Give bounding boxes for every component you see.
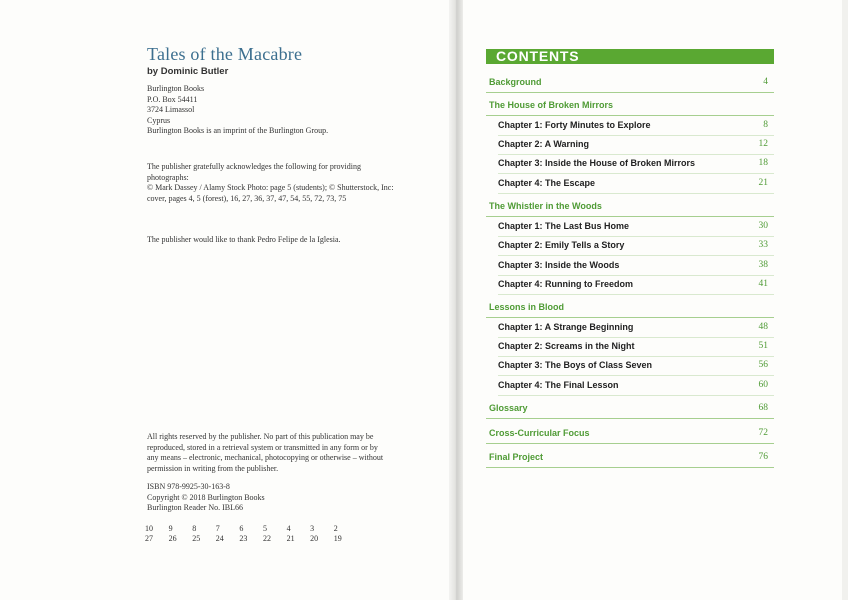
- toc-section-final-project[interactable]: [486, 450, 774, 468]
- toc-section-background[interactable]: [486, 75, 774, 93]
- book-title: Tales of the Macabre: [147, 44, 303, 64]
- print-number: 5: [262, 524, 267, 533]
- toc-page: 12: [758, 139, 768, 149]
- print-number: 19: [333, 534, 342, 543]
- toc-rule: [486, 467, 774, 468]
- toc-page: 56: [758, 360, 768, 370]
- print-number: 2: [333, 524, 338, 533]
- print-number: 10: [145, 524, 153, 533]
- print-number: 8: [192, 524, 197, 533]
- toc-chapter-row[interactable]: [486, 176, 774, 194]
- toc-title: Chapter 1: A Strange Beginning: [498, 322, 634, 332]
- author: by Dominic Butler: [147, 66, 229, 77]
- toc-title: Chapter 3: The Boys of Class Seven: [498, 360, 653, 370]
- toc-page: 48: [758, 322, 768, 332]
- toc-chapter-row[interactable]: [486, 320, 774, 338]
- toc-title: Chapter 2: Screams in the Night: [498, 341, 635, 351]
- rights-line: reproduced, stored in a retrieval system or transmitted in any form or by: [147, 442, 378, 452]
- toc-rule: [498, 337, 774, 338]
- ack-line: photographs:: [147, 172, 189, 182]
- toc-chapter-row[interactable]: [486, 339, 774, 357]
- toc-title: Chapter 2: Emily Tells a Story: [498, 240, 625, 250]
- print-number: 9: [168, 524, 173, 533]
- print-number: 22: [262, 534, 271, 543]
- toc-rule: [486, 216, 774, 217]
- toc-page: 60: [758, 380, 768, 390]
- address-line: 3724 Limassol: [147, 105, 195, 115]
- address-line: Burlington Books: [147, 84, 205, 93]
- toc-rule: [486, 418, 774, 419]
- toc-title: Background: [489, 77, 542, 87]
- address-line: Burlington Books is an imprint of the Burlington Group.: [147, 126, 329, 136]
- print-numbers-row: [145, 534, 357, 543]
- print-numbers-row: [145, 524, 357, 533]
- toc-page: 33: [758, 240, 768, 250]
- toc-page: 41: [758, 279, 768, 289]
- contents-heading-bar: [486, 49, 774, 64]
- toc-title: The House of Broken Mirrors: [489, 100, 614, 110]
- toc-page: 76: [758, 452, 768, 462]
- reader-number-line: Burlington Reader No. IBL66: [147, 503, 243, 513]
- address-line: Cyprus: [147, 115, 171, 125]
- toc-rule: [486, 443, 774, 444]
- toc-title: Chapter 1: Forty Minutes to Explore: [498, 120, 651, 130]
- toc-page: 51: [758, 341, 768, 351]
- print-number: 20: [310, 534, 319, 543]
- toc-section-lessons-in-blood[interactable]: [486, 300, 774, 318]
- isbn-line: ISBN 978-9925-30-163-8: [147, 482, 230, 491]
- toc-rule: [498, 275, 774, 276]
- toc-title: Chapter 1: The Last Bus Home: [498, 221, 630, 231]
- toc-rule: [486, 92, 774, 93]
- ack-line: The publisher gratefully acknowledges the following for providing: [147, 162, 361, 171]
- toc-rule: [498, 154, 774, 155]
- toc-chapter-row[interactable]: [486, 258, 774, 276]
- toc-rule: [498, 294, 774, 295]
- toc-section-house-of-broken-mirrors[interactable]: [486, 98, 774, 116]
- toc-rule: [486, 317, 774, 318]
- toc-title: Chapter 4: The Escape: [498, 178, 596, 188]
- toc-title: Cross-Curricular Focus: [489, 428, 590, 438]
- toc-section-glossary[interactable]: [486, 401, 774, 419]
- toc-title: Chapter 3: Inside the House of Broken Mirrors: [498, 158, 696, 168]
- toc-rule: [498, 236, 774, 237]
- toc-chapter-row[interactable]: [486, 219, 774, 237]
- toc-title: Final Project: [489, 452, 544, 462]
- print-number: 24: [215, 534, 224, 543]
- print-number: 4: [286, 524, 291, 533]
- copyright-line: Copyright © 2018 Burlington Books: [147, 492, 265, 502]
- thanks-note: The publisher would like to thank Pedro Felipe de la Iglesia.: [147, 235, 341, 244]
- toc-chapter-row[interactable]: [486, 118, 774, 136]
- toc-page: 8: [763, 120, 768, 130]
- toc-chapter-row[interactable]: [486, 378, 774, 396]
- toc-title: Chapter 4: Running to Freedom: [498, 279, 633, 289]
- ack-line: cover, pages 4, 5 (forest), 16, 27, 36, 37, 47, 54, 55, 72, 73, 75: [147, 193, 347, 203]
- toc-title: Chapter 2: A Warning: [498, 139, 590, 149]
- toc-page: 72: [758, 428, 768, 438]
- toc-rule: [486, 115, 774, 116]
- print-number: 3: [310, 524, 315, 533]
- toc-page: 4: [763, 77, 768, 87]
- print-number: 21: [286, 534, 295, 543]
- toc-title: Chapter 4: The Final Lesson: [498, 380, 619, 390]
- print-number: 7: [215, 524, 220, 533]
- print-number: 25: [192, 534, 201, 543]
- contents-heading: CONTENTS: [496, 48, 580, 64]
- toc-rule: [498, 135, 774, 136]
- toc-chapter-row[interactable]: [486, 156, 774, 174]
- toc-page: 18: [758, 158, 768, 168]
- toc-rule: [498, 193, 774, 194]
- toc-title: The Whistler in the Woods: [489, 201, 602, 211]
- rights-line: permission in writing from the publisher.: [147, 463, 279, 473]
- toc-rule: [498, 375, 774, 376]
- address-line: P.O. Box 54411: [147, 94, 198, 104]
- toc-section-whistler-in-the-woods[interactable]: [486, 199, 774, 217]
- print-number: 6: [239, 524, 244, 533]
- publisher-address: [147, 84, 447, 137]
- page-edge: [842, 0, 848, 600]
- ack-line: © Mark Dassey / Alamy Stock Photo: page 5 (students); © Shutterstock, Inc:: [147, 183, 394, 193]
- rights-notice: [147, 432, 437, 474]
- toc-rule: [498, 255, 774, 256]
- toc-rule: [498, 395, 774, 396]
- toc-page: 21: [758, 178, 768, 188]
- book-gutter: [449, 0, 463, 600]
- print-number: 26: [168, 534, 177, 543]
- toc-chapter-row[interactable]: [486, 277, 774, 295]
- rights-line: All rights reserved by the publisher. No part of this publication may be: [147, 432, 374, 441]
- toc-title: Lessons in Blood: [489, 302, 565, 312]
- toc-chapter-row[interactable]: [486, 238, 774, 256]
- toc-chapter-row[interactable]: [486, 358, 774, 376]
- print-number: 23: [239, 534, 248, 543]
- toc-section-cross-curricular-focus[interactable]: [486, 426, 774, 444]
- toc-page: 30: [758, 221, 768, 231]
- toc-chapter-row[interactable]: [486, 137, 774, 155]
- acknowledgements: [147, 162, 447, 204]
- toc-title: Glossary: [489, 403, 528, 413]
- toc-rule: [498, 173, 774, 174]
- toc-page: 68: [758, 403, 768, 413]
- isbn-block: [147, 482, 265, 514]
- print-number: 27: [145, 534, 153, 543]
- rights-line: any means – electronic, mechanical, photocopying or otherwise – without: [147, 453, 384, 463]
- toc-rule: [498, 356, 774, 357]
- toc-page: 38: [758, 260, 768, 270]
- toc-title: Chapter 3: Inside the Woods: [498, 260, 620, 270]
